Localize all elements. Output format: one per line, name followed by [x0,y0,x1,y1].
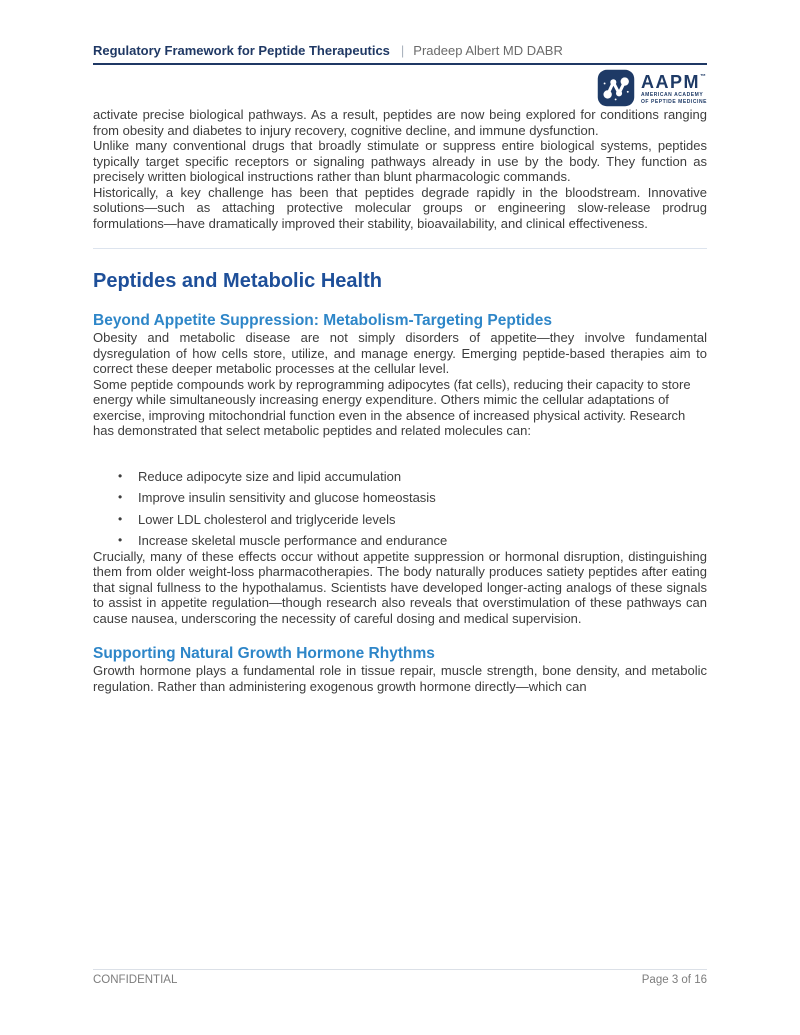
logo-acronym: AAPM™ [640,72,706,92]
document-title: Regulatory Framework for Peptide Therapeutics [93,43,390,58]
paragraph-crucially-effects: Crucially, many of these effects occur without appetite suppression or hormonal disruption, distinguishing them from older weight-loss pharmacotherapies. The body naturally produces satiety peptides after eating that signal fullness to the hypothalamus. Scientists have developed longer-acting analogs of these signals to assist in appetite regulation—though research also reveals that overstimulation of these pathways can cause nausea, underscoring the necessity of careful dosing and medical supervision. [93,548,707,626]
paragraph-intro-continuation: activate precise biological pathways. As a result, peptides are now being explored for conditions ranging from obesity and diabetes to injury recovery, cognitive decline, and immune dysfunction. [93,107,707,138]
section-divider [93,248,707,249]
logo-subline-1: AMERICAN ACADEMY [640,92,704,98]
sub-heading-growth-hormone: Supporting Natural Growth Hormone Rhythms [93,645,435,662]
page-header [93,43,707,65]
paragraph-obesity-disease: Obesity and metabolic disease are not simply disorders of appetite—they involve fundamental dysregulation of how cells store, utilize, and manage energy. Emerging peptide-based therapies aim to correct these deeper metabolic processes at the cellular level. [93,330,707,376]
aapm-logo [597,69,707,107]
metabolic-benefits-list [93,469,707,549]
list-item: • Improve insulin sensitivity and glucose homeostasis [93,490,707,506]
logo-text [641,71,707,105]
paragraph-peptide-compounds: Some peptide compounds work by reprogramming adipocytes (fat cells), reducing their capacity to store energy while simultaneously increasing energy expenditure. Others mimic the cellular adaptations of exercise, improving mitochondrial function even in the absence of increased physical activity. Research has demonstrated that select metabolic peptides and related molecules can: [93,376,691,438]
logo-subline-2: OF PEPTIDE MEDICINE [640,99,707,105]
list-item: • Increase skeletal muscle performance and endurance [93,533,707,549]
page-number: Page 3 of 16 [641,974,707,986]
paragraph-conventional-drugs: Unlike many conventional drugs that broadly stimulate or suppress entire biological systems, peptides typically target specific receptors or signaling pathways already in use by the body. They function as precisely written biological instructions rather than blunt pharmacologic commands. [93,138,707,184]
paragraph-historical-challenge: Historically, a key challenge has been that peptides degrade rapidly in the bloodstream. Innovative solutions—such as attaching protective molecular groups or engineering slow-release prodrug formulations—have dramatically improved their stability, bioavailability, and clinical effectiveness. [93,184,707,231]
list-item: • Reduce adipocyte size and lipid accumulation [93,469,707,485]
header-separator: | [400,43,405,58]
list-item: • Lower LDL cholesterol and triglyceride levels [93,512,707,528]
logo-row [93,69,707,107]
paragraph-growth-hormone: Growth hormone plays a fundamental role in tissue repair, muscle strength, bone density, and metabolic regulation. Rather than administering exogenous growth hormone directly—which can [93,663,707,694]
page-footer [93,969,707,986]
section-heading-metabolic-health: Peptides and Metabolic Health [93,270,382,292]
molecule-icon [597,69,635,107]
header-author: Pradeep Albert MD DABR [413,43,563,58]
sub-heading-beyond-appetite: Beyond Appetite Suppression: Metabolism-Targeting Peptides [93,312,553,329]
trademark-symbol: ™ [699,74,706,80]
confidential-label: CONFIDENTIAL [93,974,178,986]
